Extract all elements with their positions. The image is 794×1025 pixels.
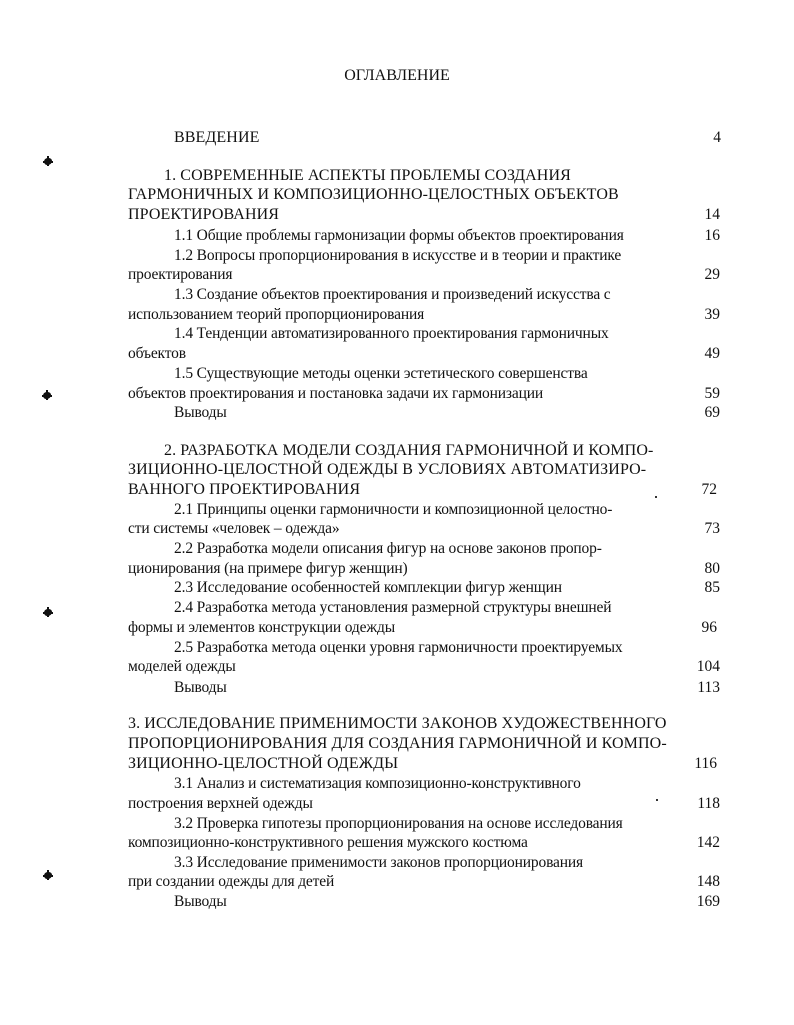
section-3-1-title-line-2: построения верхней одежды: [128, 795, 313, 812]
section-2-2-title-line-1: 2.2 Разработка модели описания фигур на основе законов пропор-: [174, 540, 602, 557]
section-3-2-page: 142: [696, 834, 720, 851]
section-1-3-title-line-2: использованием теорий пропорционирования: [128, 306, 425, 323]
chapter-1-conclusions-page: 69: [704, 404, 720, 421]
binder-hole-mark: [43, 392, 51, 399]
section-1-3-page: 39: [704, 306, 720, 323]
chapter-2-title-line-2: ЗИЦИОННО-ЦЕЛОСТНОЙ ОДЕЖДЫ В УСЛОВИЯХ АВТОМАТИЗИРО-: [128, 461, 647, 478]
section-2-1-title-line-1: 2.1 Принципы оценки гармоничности и композиционной целостно-: [174, 501, 613, 518]
section-2-5-page: 104: [696, 658, 720, 675]
scan-speck: [655, 496, 657, 498]
section-2-3-title: 2.3 Исследование особенностей комплекции фигур женщин: [174, 579, 562, 596]
chapter-2-page: 72: [701, 481, 717, 498]
toc-entry-intro: ВВЕДЕНИЕ: [174, 129, 260, 146]
section-1-2-page: 29: [704, 266, 720, 283]
section-2-5-title-line-1: 2.5 Разработка метода оценки уровня гармоничности проектируемых: [174, 639, 623, 656]
section-1-5-title-line-1: 1.5 Существующие методы оценки эстетического совершенства: [174, 365, 588, 382]
section-3-3-title-line-2: при создании одежды для детей: [128, 873, 335, 890]
chapter-1-title-line-3: ПРОЕКТИРОВАНИЯ: [128, 206, 280, 223]
section-1-4-page: 49: [704, 345, 720, 362]
chapter-3-title-line-2: ПРОПОРЦИОНИРОВАНИЯ ДЛЯ СОЗДАНИЯ ГАРМОНИЧНОЙ И КОМПО-: [128, 735, 667, 752]
section-1-2-title-line-1: 1.2 Вопросы пропорционирования в искусстве и в теории и практике: [174, 247, 622, 264]
section-1-4-title-line-1: 1.4 Тенденции автоматизированного проектирования гармоничных: [174, 325, 609, 342]
section-2-1-title-line-2: сти системы «человек – одежда»: [128, 520, 340, 537]
section-2-2-title-line-2: ционирования (на примере фигур женщин): [128, 560, 408, 577]
section-3-1-page: 118: [697, 795, 720, 812]
chapter-3-conclusions: Выводы: [174, 893, 227, 910]
chapter-3-title-line-1: 3. ИССЛЕДОВАНИЕ ПРИМЕНИМОСТИ ЗАКОНОВ ХУДОЖЕСТВЕННОГО: [128, 715, 667, 732]
toc-page-intro: 4: [713, 129, 721, 146]
section-1-3-title-line-1: 1.3 Создание объектов проектирования и произведений искусства с: [174, 286, 611, 303]
section-1-2-title-line-2: проектирования: [128, 266, 233, 283]
section-2-5-title-line-2: моделей одежды: [128, 658, 236, 675]
chapter-2-conclusions-page: 113: [697, 679, 720, 696]
section-2-4-page: 96: [701, 619, 717, 636]
chapter-1-title-line-1: 1. СОВРЕМЕННЫЕ АСПЕКТЫ ПРОБЛЕМЫ СОЗДАНИЯ: [164, 167, 571, 184]
section-3-2-title-line-1: 3.2 Проверка гипотезы пропорционирования на основе исследования: [174, 815, 623, 832]
section-1-5-title-line-2: объектов проектирования и постановка задачи их гармонизации: [128, 385, 544, 402]
section-2-4-title-line-2: формы и элементов конструкции одежды: [128, 619, 395, 636]
section-3-3-page: 148: [696, 873, 720, 890]
chapter-2-title-line-1: 2. РАЗРАБОТКА МОДЕЛИ СОЗДАНИЯ ГАРМОНИЧНОЙ И КОМПО-: [164, 442, 654, 459]
chapter-1-title-line-2: ГАРМОНИЧНЫХ И КОМПОЗИЦИОННО-ЦЕЛОСТНЫХ ОБЪЕКТОВ: [128, 186, 619, 203]
chapter-1-page: 14: [704, 206, 720, 223]
section-3-3-title-line-1: 3.3 Исследование применимости законов пропорционирования: [174, 854, 584, 871]
section-1-4-title-line-2: объектов: [128, 345, 186, 362]
binder-hole-mark: [44, 872, 52, 879]
section-3-2-title-line-2: композиционно-конструктивного решения мужского костюма: [128, 834, 528, 851]
chapter-3-page: 116: [694, 755, 717, 772]
page-title: ОГЛАВЛЕНИЕ: [344, 67, 450, 84]
binder-hole-mark: [44, 158, 52, 165]
chapter-3-conclusions-page: 169: [696, 893, 720, 910]
section-1-1-page: 16: [704, 227, 720, 244]
section-2-1-page: 73: [704, 520, 720, 537]
section-2-3-page: 85: [704, 579, 720, 596]
section-1-1-title: 1.1 Общие проблемы гармонизации формы объектов проектирования: [174, 227, 624, 244]
section-2-2-page: 80: [704, 560, 720, 577]
binder-hole-mark: [44, 609, 52, 616]
chapter-2-conclusions: Выводы: [174, 679, 227, 696]
chapter-2-title-line-3: ВАННОГО ПРОЕКТИРОВАНИЯ: [128, 481, 361, 498]
section-3-1-title-line-1: 3.1 Анализ и систематизация композиционно-конструктивного: [174, 775, 581, 792]
scan-speck: [656, 799, 658, 801]
chapter-3-title-line-3: ЗИЦИОННО-ЦЕЛОСТНОЙ ОДЕЖДЫ: [128, 755, 399, 772]
chapter-1-conclusions: Выводы: [174, 404, 227, 421]
section-2-4-title-line-1: 2.4 Разработка метода установления размерной структуры внешней: [174, 599, 612, 616]
section-1-5-page: 59: [704, 385, 720, 402]
